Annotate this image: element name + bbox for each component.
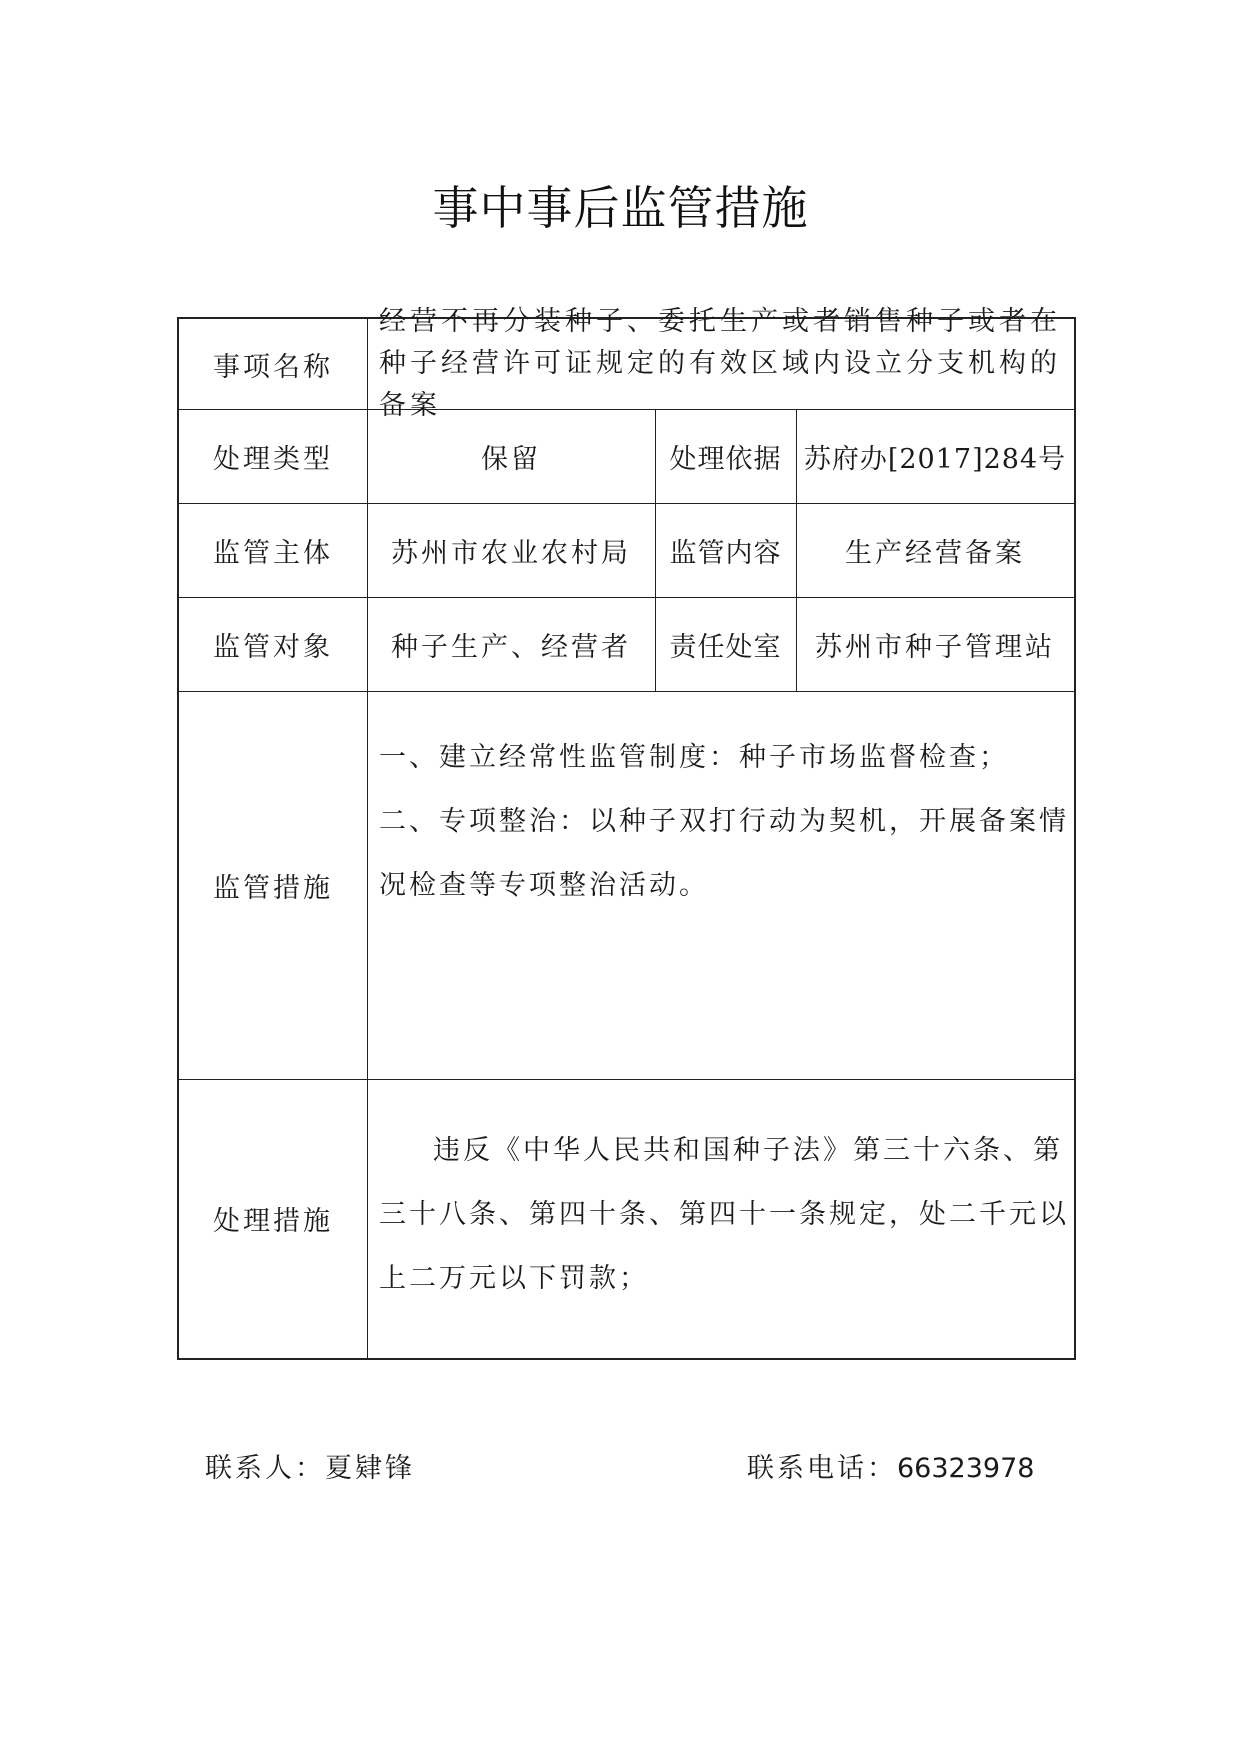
handling-content [379, 1119, 1069, 1311]
basis-value: 苏府办[2017]284号 [803, 443, 1067, 475]
subject-value: 苏州市农业农村局 [391, 537, 631, 569]
handling-text: 违反《中华人民共和国种子法》第三十六条、第三十八条、第四十条、第四十一条规定，处二千元以上二万元以下罚款； [379, 1135, 1069, 1294]
contact-label: 联系人： [205, 1453, 325, 1484]
measures-line: 二、专项整治：以种子双打行动为契机，开展备案情况检查等专项整治活动。 [379, 806, 1069, 901]
basis-label: 处理依据 [669, 443, 782, 475]
contact-person [205, 1446, 415, 1485]
measures-content [379, 726, 1069, 918]
content-value: 生产经营备案 [845, 537, 1025, 569]
department-value: 苏州市种子管理站 [815, 631, 1055, 663]
object-label: 监管对象 [213, 631, 333, 663]
type-label: 处理类型 [213, 443, 333, 475]
measures-line: 一、建立经常性监管制度：种子市场监督检查； [379, 742, 1009, 773]
handling-label: 处理措施 [213, 1206, 333, 1237]
phone-number: 66323978 [897, 1453, 1035, 1484]
supervision-table [177, 306, 1076, 1360]
phone-label: 联系电话： [747, 1453, 897, 1484]
page-title: 事中事后监管措施 [432, 181, 809, 235]
content-label: 监管内容 [669, 537, 782, 569]
contact-phone [747, 1446, 1034, 1485]
item-name-label: 事项名称 [213, 351, 333, 383]
type-value: 保留 [481, 443, 541, 475]
subject-label: 监管主体 [213, 537, 333, 569]
contact-name: 夏肄锋 [325, 1453, 415, 1484]
object-value: 种子生产、经营者 [391, 631, 631, 663]
department-label: 责任处室 [669, 631, 782, 663]
item-name-value: 经营不再分装种子、委托生产或者销售种子或者在种子经营许可证规定的有效区域内设立分支机构的备案 [379, 306, 1061, 421]
measures-label: 监管措施 [213, 872, 333, 904]
